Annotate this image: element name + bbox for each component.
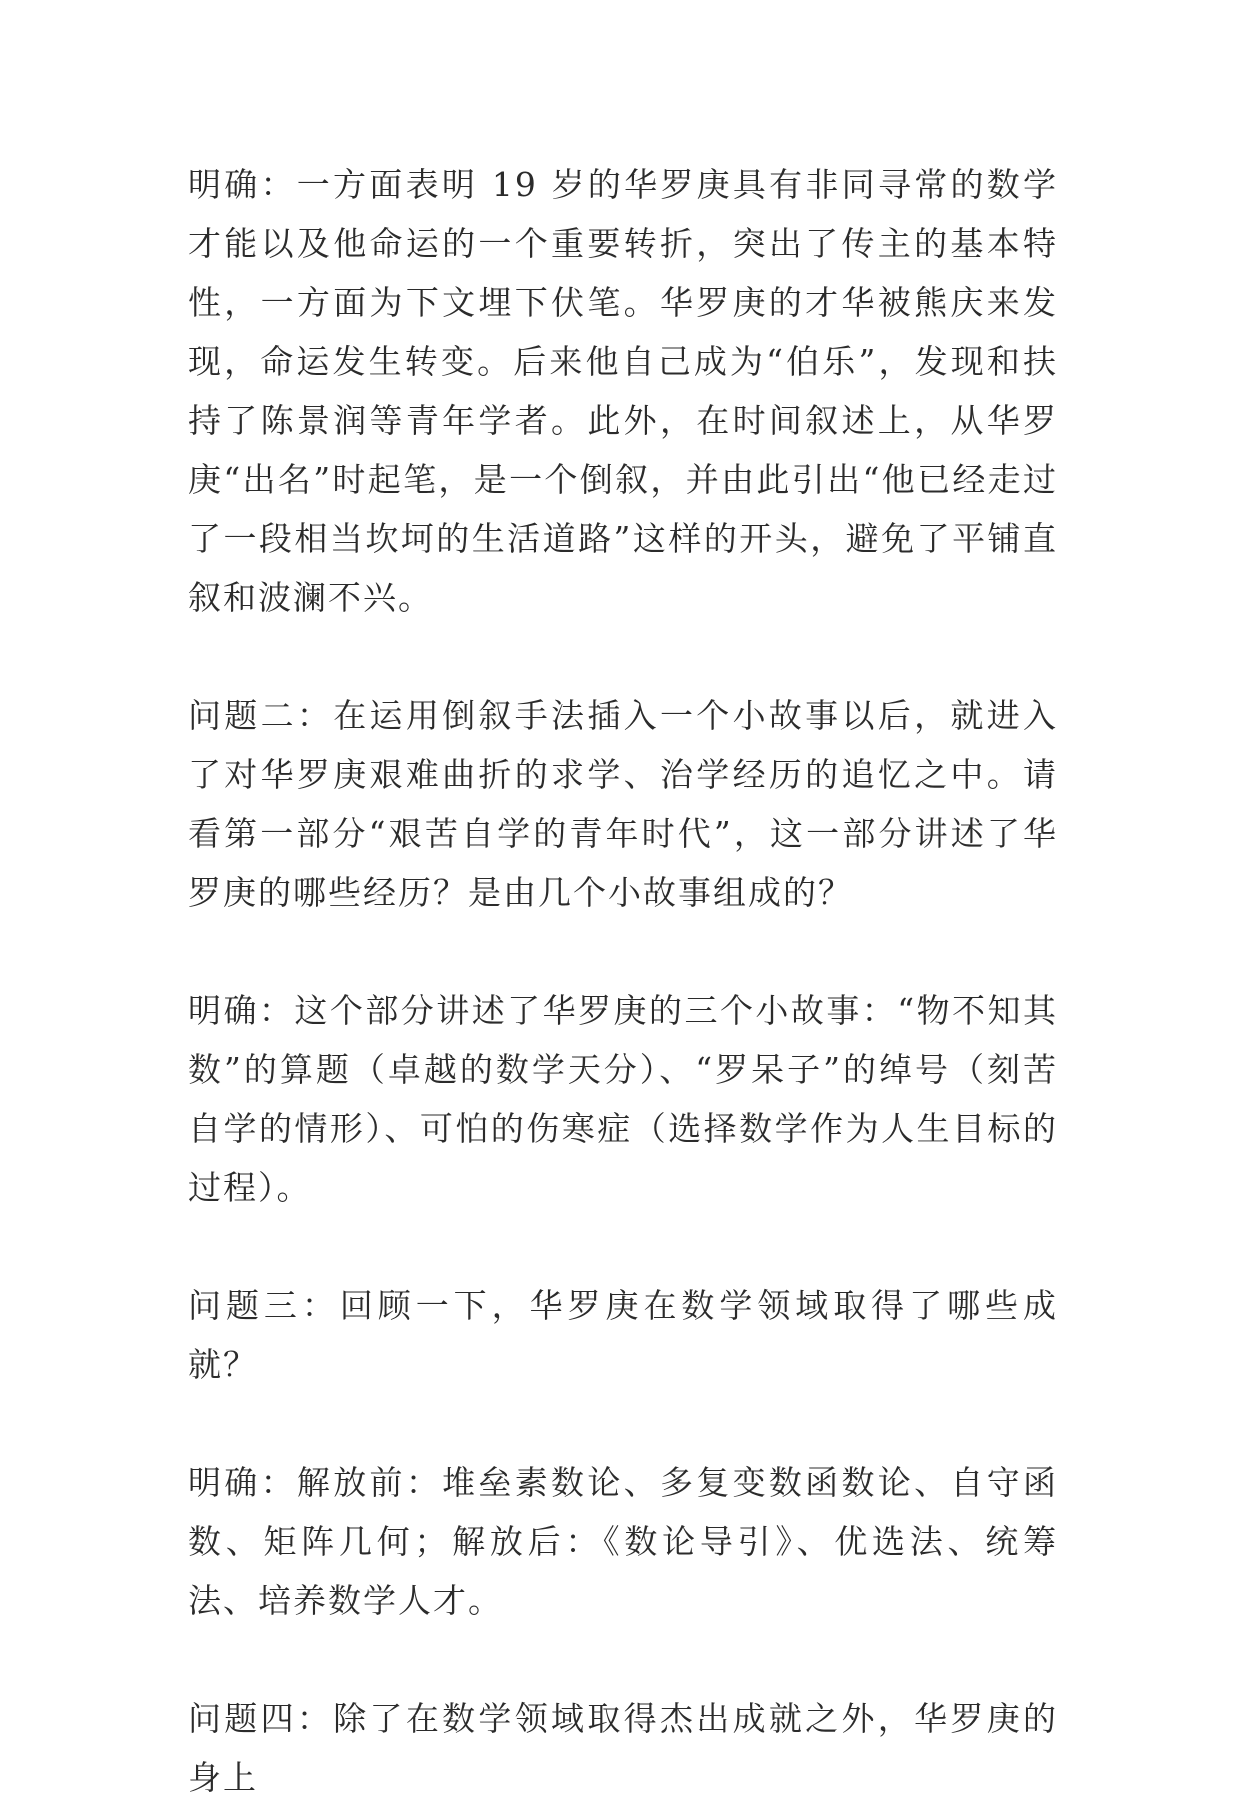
paragraph-spacer [188,1394,1058,1453]
paragraph-spacer [188,1217,1058,1276]
question-paragraph-2: 问题二：在运用倒叙手法插入一个小故事以后，就进入了对华罗庚艰难曲折的求学、治学经历的追忆之中。请看第一部分“艰苦自学的青年时代”，这一部分讲述了华罗庚的哪些经历？是由几个小故事组成的？ [188,696,1058,912]
document-body [188,155,1058,1807]
answer-paragraph-3: 明确：解放前：堆垒素数论、多复变数函数论、自守函数、矩阵几何；解放后：《数论导引》、优选法、统筹法、培养数学人才。 [188,1463,1058,1620]
answer-paragraph-2: 明确：这个部分讲述了华罗庚的三个小故事：“物不知其数”的算题（卓越的数学天分）、“罗呆子”的绰号（刻苦自学的情形）、可怕的伤寒症（选择数学作为人生目标的过程）。 [188,991,1058,1207]
answer-paragraph-1: 明确：一方面表明 19 岁的华罗庚具有非同寻常的数学才能以及他命运的一个重要转折，突出了传主的基本特性，一方面为下文埋下伏笔。华罗庚的才华被熊庆来发现，命运发生转变。后来他自己成为“伯乐”，发现和扶持了陈景润等青年学者。此外，在时间叙述上，从华罗庚“出名”时起笔，是一个倒叙，并由此引出“他已经走过了一段相当坎坷的生活道路”这样的开头，避免了平铺直叙和波澜不兴。 [188,165,1058,617]
question-paragraph-4: 问题四：除了在数学领域取得杰出成就之外，华罗庚的身上 [188,1699,1058,1797]
paragraph-spacer [188,1630,1058,1689]
paragraph-spacer [188,922,1058,981]
question-paragraph-3: 问题三：回顾一下，华罗庚在数学领域取得了哪些成就？ [188,1286,1058,1384]
paragraph-spacer [188,627,1058,686]
